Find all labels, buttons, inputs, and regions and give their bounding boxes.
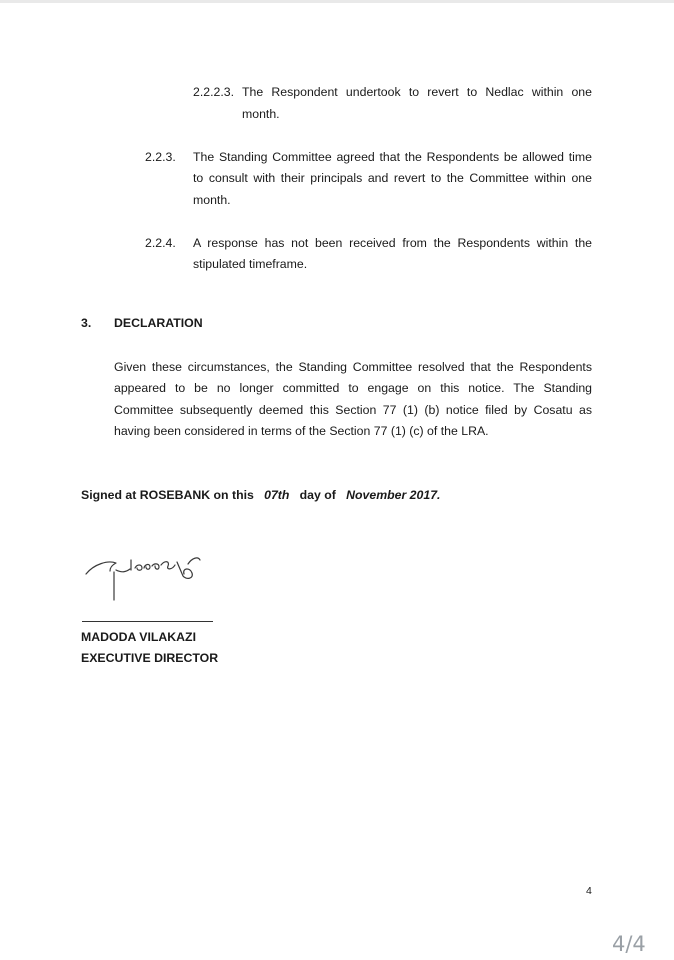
clause-223-number: 2.2.3. <box>145 150 176 164</box>
declaration-line3: Committee subsequently deemed this Section 77 (1) (b) notice filed by Cosatu as <box>114 403 592 417</box>
section-3-heading: DECLARATION <box>114 316 203 330</box>
signatory-name: MADODA VILAKAZI <box>81 630 196 644</box>
handwritten-signature <box>82 548 222 604</box>
page-counter: 4/4 <box>612 932 646 956</box>
clause-223-line1: The Standing Committee agreed that the Respondents be allowed time <box>193 150 592 164</box>
page-number: 4 <box>586 885 592 897</box>
clause-223-line2: to consult with their principals and revert to the Committee within one <box>193 171 592 185</box>
clause-224-line1: A response has not been received from the Respondents within the <box>193 236 592 250</box>
clause-2223-number: 2.2.2.3. <box>193 85 235 99</box>
signature-line <box>82 621 213 622</box>
signatory-title: EXECUTIVE DIRECTOR <box>81 651 219 665</box>
clause-224-line2: stipulated timeframe. <box>193 257 308 271</box>
signed-date: November 2017. <box>346 488 441 502</box>
declaration-line1: Given these circumstances, the Standing Committee resolved that the Respondents <box>114 360 592 374</box>
section-3-number: 3. <box>81 316 92 330</box>
signed-mid: day of <box>299 488 336 502</box>
signed-prefix: Signed at ROSEBANK on this <box>81 488 254 502</box>
signed-line <box>81 485 440 507</box>
clause-2223-line1 <box>193 82 592 104</box>
signed-day: 07th <box>264 488 290 502</box>
clause-2223-line2: month. <box>242 107 280 121</box>
clause-223-line3: month. <box>193 193 231 207</box>
clause-224-number: 2.2.4. <box>145 236 176 250</box>
top-divider <box>0 0 674 3</box>
declaration-line4: having been considered in terms of the Section 77 (1) (c) of the LRA. <box>114 424 489 438</box>
declaration-line2: appeared to be no longer committed to engage on this notice. The Standing <box>114 381 592 395</box>
clause-2223-text: The Respondent undertook to revert to Nedlac within one <box>242 85 592 99</box>
